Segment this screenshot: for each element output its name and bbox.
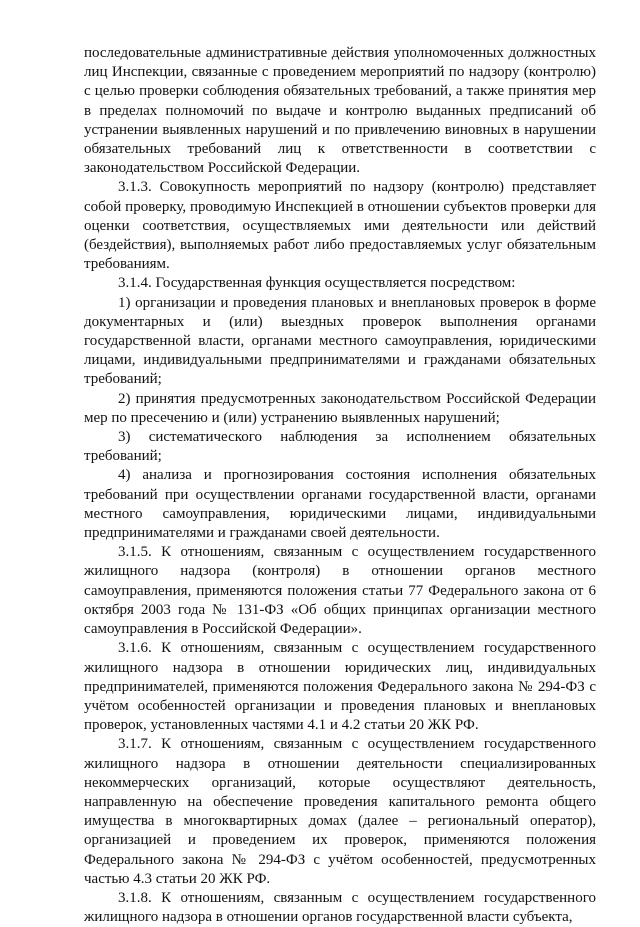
list-item-2: 2) принятия предусмотренных законодательством Российской Федерации мер по пресечению и (или) устранению выявленных нарушений; [84,390,596,426]
list-item-1: 1) организации и проведения плановых и внеплановых проверок в форме документарных и (или) выездных проверок выполнения органами государственной власти, органами местного самоуправления, юридическими лицами, индивидуальными предпринимателями и гражданами обязательных требований; [84,294,596,388]
paragraph-3-1-5: 3.1.5. К отношениям, связанным с осуществлением государственного жилищного надзора (контроля) в отношении органов местного самоуправления, применяются положения статьи 77 Федерального закона от 6 октября 2003 года № 131-ФЗ «Об общих принципах организации местного самоуправления в Российской Федерации». [84,544,596,638]
list-item-4: 4) анализа и прогнозирования состояния исполнения обязательных требований при осуществлении органами государственной власти, органами местного самоуправления, юридическими лицами, индивидуальными предпринимателями и гражданами своей деятельности. [84,467,596,542]
paragraph-3-1-6: 3.1.6. К отношениям, связанным с осуществлением государственного жилищного надзора в отношении юридических лиц, индивидуальных предпринимателей, применяются положения Федерального закона № 294-ФЗ с учётом особенностей организации и проведения плановых и внеплановых проверок, установленных частями 4.1 и 4.2 статьи 20 ЖК РФ. [84,640,596,734]
paragraph-3-1-3: 3.1.3. Совокупность мероприятий по надзору (контролю) представляет собой проверку, проводимую Инспекцией в отношении субъектов проверки для оценки соответствия, осуществляемых ими деятельности или действий (бездействия), выполняемых работ либо предоставляемых услуг обязательным требованиям. [84,179,596,273]
list-item-3: 3) систематического наблюдения за исполнением обязательных требований; [84,429,596,465]
paragraph-3-1-8: 3.1.8. К отношениям, связанным с осуществлением государственного жилищного надзора в отношении органов государственной власти субъекта, [84,889,596,926]
paragraph-continuation: последовательные административные действия уполномоченных должностных лиц Инспекции, связанные с проведением мероприятий по надзору (контролю) с целью проверки соблюдения обязательных требований, а также принятия мер в пределах полномочий по выдаче и контролю выданных предписаний об устранении выявленных нарушений и по привлечению виновных в нарушении обязательных требований лиц к ответственности в соответствии с законодательством Российской Федерации. [84,45,596,177]
document-page [84,44,596,927]
paragraph-3-1-7: 3.1.7. К отношениям, связанным с осуществлением государственного жилищного надзора в отношении деятельности специализированных некоммерческих организаций, которые осуществляют деятельность, направленную на обеспечение проведения капитального ремонта общего имущества в многоквартирных домах (далее – региональный оператор), организацией и проведением их проверок, применяются положения Федерального закона № 294-ФЗ с учётом особенностей, предусмотренных частью 4.3 статьи 20 ЖК РФ. [84,736,596,887]
paragraph-3-1-4: 3.1.4. Государственная функция осуществляется посредством: [118,275,516,292]
